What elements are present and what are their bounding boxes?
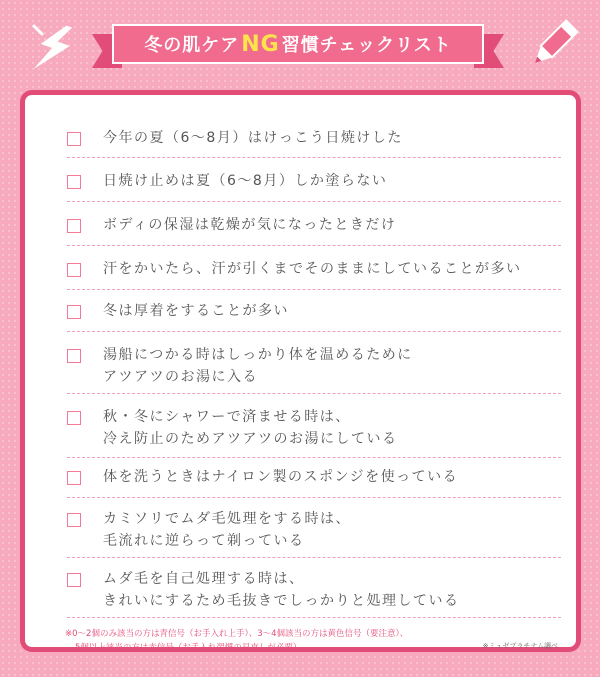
item-text (103, 214, 396, 236)
item-text-line1: 汗をかいたら、汗が引くまでそのままにしていることが多い (103, 261, 522, 277)
item-text (103, 406, 398, 450)
pencil-icon (520, 14, 584, 78)
checklist-panel (20, 90, 581, 652)
footnote-line2: 5個以上該当の方は赤信号（お手入れ習慣の見直しが必要） (75, 643, 302, 653)
title-prefix: 冬の肌ケア (144, 35, 240, 56)
footnote-line1: ※0〜2個のみ該当の方は青信号（お手入れ上手）、3〜4個該当の方は黄色信号（要注意）、 (65, 629, 409, 639)
item-text-line1: 日焼け止めは夏（6〜8月）しか塗らない (103, 173, 388, 189)
item-text-line1: 秋・冬にシャワーで済ませる時は、 (103, 409, 351, 425)
footnote (65, 627, 408, 655)
title-suffix: 習慣チェックリスト (281, 35, 452, 56)
checklist-item (67, 297, 561, 332)
checklist-item (67, 167, 561, 202)
item-text-line2: きれいにするため毛抜きでしっかりと処理している (103, 593, 460, 609)
item-text-line1: ムダ毛を自己処理する時は、 (103, 571, 305, 587)
checkbox[interactable] (67, 175, 81, 189)
checklist-item (67, 255, 561, 290)
checklist-item (67, 341, 561, 394)
checkbox[interactable] (67, 132, 81, 146)
item-text-line1: 今年の夏（6〜8月）はけっこう日焼けした (103, 130, 403, 146)
title-ribbon (112, 24, 484, 72)
item-text-line1: 冬は厚着をすることが多い (103, 303, 289, 319)
item-text-line2: 冷え防止のためアツアツのお湯にしている (103, 431, 398, 447)
checkbox[interactable] (67, 573, 81, 587)
checkbox[interactable] (67, 471, 81, 485)
item-text (103, 508, 351, 552)
item-text (103, 466, 458, 488)
item-text-line2: 毛流れに逆らって剃っている (103, 533, 305, 549)
checkbox[interactable] (67, 305, 81, 319)
item-text-line1: 体を洗うときはナイロン製のスポンジを使っている (103, 469, 459, 485)
page-title (112, 24, 484, 64)
item-text (103, 344, 413, 388)
checkbox[interactable] (67, 263, 81, 277)
source-note: ※ミュゼプラチナム調べ (482, 642, 558, 650)
item-text (103, 258, 522, 280)
item-text (103, 300, 289, 322)
item-text (103, 170, 387, 192)
item-text (103, 568, 460, 612)
checkbox[interactable] (67, 513, 81, 527)
checkbox[interactable] (67, 349, 81, 363)
checkbox[interactable] (67, 219, 81, 233)
lightning-bolt-icon (22, 18, 82, 78)
checklist-item (67, 211, 561, 246)
checklist-item (67, 403, 561, 458)
checkbox[interactable] (67, 411, 81, 425)
item-text-line1: カミソリでムダ毛処理をする時は、 (103, 511, 351, 527)
item-text (103, 127, 403, 149)
item-text-line1: ボディの保湿は乾燥が気になったときだけ (103, 217, 397, 233)
checklist-item (67, 125, 561, 158)
checklist-item (67, 505, 561, 558)
item-text-line2: アツアツのお湯に入る (103, 369, 258, 385)
item-text-line1: 湯船につかる時はしっかり体を温めるために (103, 347, 413, 363)
title-ng: NG (241, 31, 280, 57)
checklist-item (67, 565, 561, 618)
checklist-item (67, 463, 561, 498)
